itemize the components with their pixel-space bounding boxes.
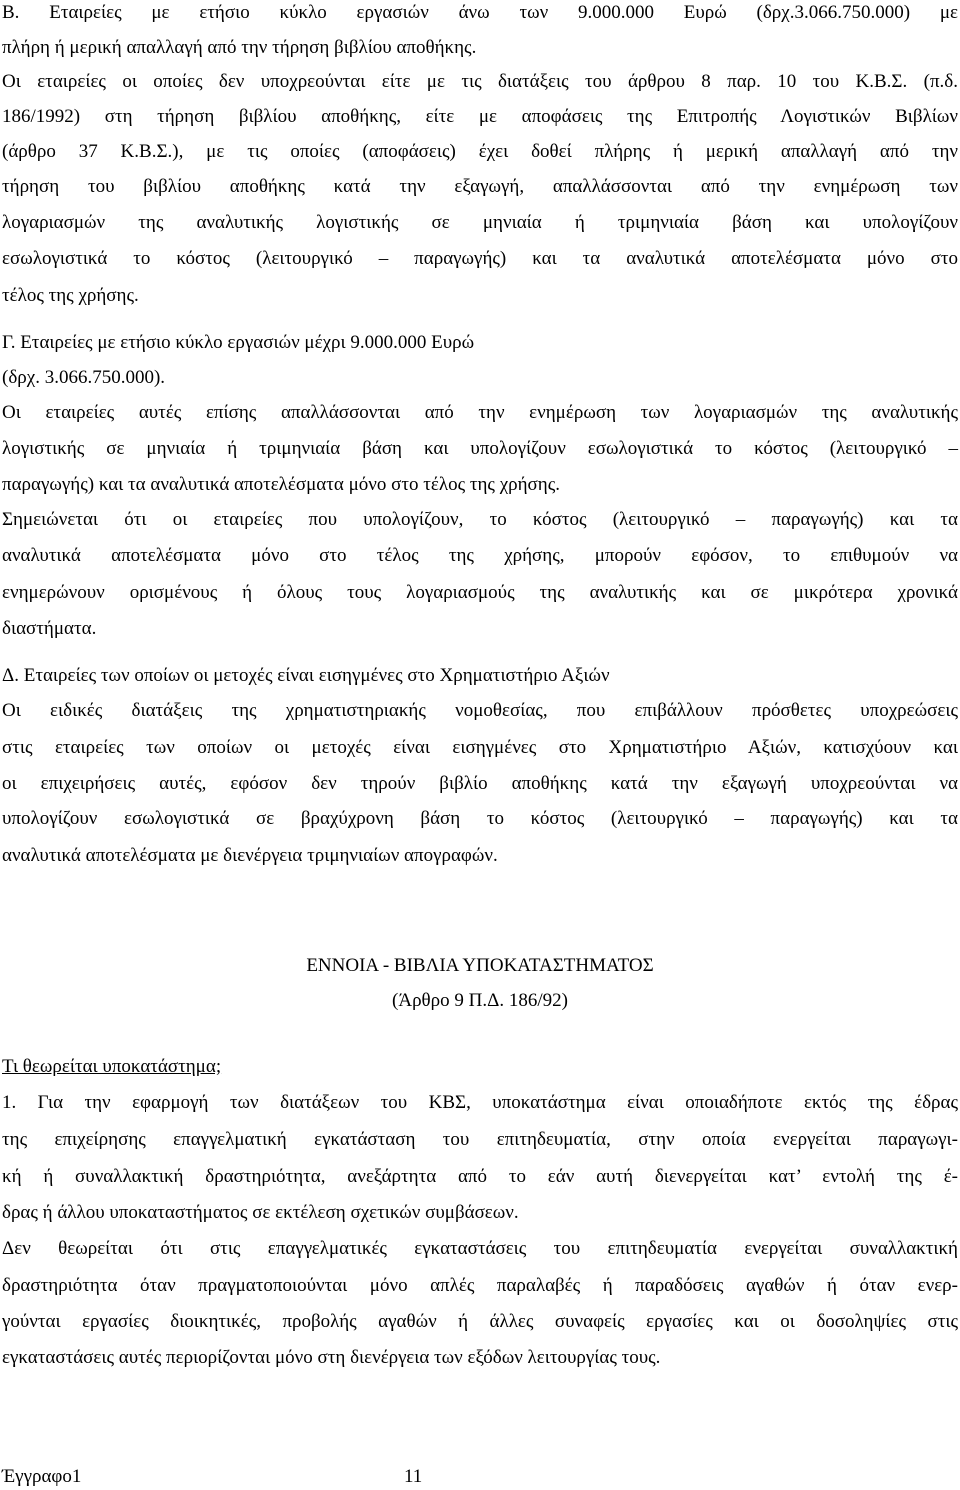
section-b-line-7: λογαριασμών της αναλυτικής λογιστικής σε μηνιαία ή τριμηνιαία βάση και υπολογίζουν xyxy=(2,212,958,233)
branch-line-1: 1. Για την εφαρμογή των διατάξεων του ΚΒΣ, υποκατάστημα είναι οποιαδήποτε εκτός της έδρας xyxy=(2,1092,958,1113)
branch-line-4: δρας ή άλλου υποκαταστήματος σε εκτέλεση σχετικών συμβάσεων. xyxy=(2,1202,519,1223)
section-subtitle: (Άρθρο 9 Π.Δ. 186/92) xyxy=(392,990,568,1011)
footer-page-number: 11 xyxy=(404,1466,423,1487)
section-d-line-2: στις εταιρείες των οποίων οι μετοχές είναι εισηγμένες στο Χρηματιστήριο Αξιών, κατισχύουν και xyxy=(2,737,958,758)
branch-line-2: της επιχείρησης επαγγελματική εγκατάσταση του επιτηδευματία, στην οποία ενεργείται παραγωγι- xyxy=(2,1129,958,1150)
section-c-line-6: ενημερώνουν ορισμένους ή όλους τους λογαριασμούς της αναλυτικής και σε μικρότερα χρονικά xyxy=(2,582,958,603)
branch-line-5: Δεν θεωρείται ότι στις επαγγελματικές εγκαταστάσεις του επιτηδευματία ενεργείται συναλλακτική xyxy=(2,1238,958,1259)
section-b-line-6: τήρηση του βιβλίου αποθήκης κατά την εξαγωγή, απαλλάσσονται από την ενημέρωση των xyxy=(2,176,958,197)
section-title: ΕΝΝΟΙΑ - ΒΙΒΛΙΑ ΥΠΟΚΑΤΑΣΤΗΜΑΤΟΣ xyxy=(306,955,654,976)
section-c-line-5: αναλυτικά αποτελέσματα μόνο στο τέλος της χρήσης, μπορούν εφόσον, το επιθυμούν να xyxy=(2,545,958,566)
section-c-line-3: παραγωγής) και τα αναλυτικά αποτελέσματα μόνο στο τέλος της χρήσης. xyxy=(2,474,560,495)
section-c-line-7: διαστήματα. xyxy=(2,618,97,639)
section-b-line-3: Οι εταιρείες οι οποίες δεν υποχρεούνται είτε με τις διατάξεις του άρθρου 8 παρ. 10 του Κ.Β.Σ. (π.δ. xyxy=(2,71,958,92)
section-b-line-8: εσωλογιστικά το κόστος (λειτουργικό – παραγωγής) και τα αναλυτικά αποτελέσματα μόνο στο xyxy=(2,248,958,269)
footer-document-name: Έγγραφο1 xyxy=(2,1466,82,1487)
section-c-heading: Γ. Εταιρείες με ετήσιο κύκλο εργασιών μέχρι 9.000.000 Ευρώ xyxy=(2,332,475,353)
section-b-line-2: πλήρη ή μερική απαλλαγή από την τήρηση βιβλίου αποθήκης. xyxy=(2,37,477,58)
question-heading: Τι θεωρείται υποκατάστημα; xyxy=(2,1056,222,1077)
section-c-line-2: λογιστικής σε μηνιαία ή τριμηνιαία βάση και υπολογίζουν εσωλογιστικά το κόστος (λειτουργικό – xyxy=(2,438,958,459)
section-b-line-4: 186/1992) στη τήρηση βιβλίου αποθήκης, είτε με αποφάσεις της Επιτροπής Λογιστικών Βιβλίων xyxy=(2,106,958,127)
section-c-line-4: Σημειώνεται ότι οι εταιρείες που υπολογίζουν, το κόστος (λειτουργικό – παραγωγής) και τα xyxy=(2,509,958,530)
branch-line-7: γούνται εργασίες διοικητικές, προβολής αγαθών ή άλλες συναφείς εργασίες και οι δοσοληψίες στις xyxy=(2,1311,958,1332)
branch-line-3: κή ή συναλλακτική δραστηριότητα, ανεξάρτητα από το εάν αυτή διενεργείται κατ’ εντολή της έ- xyxy=(2,1166,958,1187)
section-d-line-4: υπολογίζουν εσωλογιστικά σε βραχύχρονη βάση το κόστος (λειτουργικό – παραγωγής) και τα xyxy=(2,808,958,829)
section-d-line-1: Οι ειδικές διατάξεις της χρηματιστηριακής νομοθεσίας, που επιβάλλουν πρόσθετες υποχρεώσεις xyxy=(2,700,958,721)
section-c-line-1: Οι εταιρείες αυτές επίσης απαλλάσσονται από την ενημέρωση των λογαριασμών της αναλυτικής xyxy=(2,402,958,423)
section-d-line-5: αναλυτικά αποτελέσματα με διενέργεια τριμηνιαίων απογραφών. xyxy=(2,845,498,866)
section-b-line-5: (άρθρο 37 Κ.Β.Σ.), με τις οποίες (αποφάσεις) έχει δοθεί πλήρης ή μερική απαλλαγή από την xyxy=(2,141,958,162)
section-c-heading-amount: (δρχ. 3.066.750.000). xyxy=(2,367,166,388)
branch-line-6: δραστηριότητα όταν πραγματοποιούνται μόνο απλές παραλαβές ή παραδόσεις αγαθών ή όταν ενερ- xyxy=(2,1275,958,1296)
section-b-line-1: Β. Εταιρείες με ετήσιο κύκλο εργασιών άνω των 9.000.000 Ευρώ (δρχ.3.066.750.000) με xyxy=(2,2,958,23)
section-d-line-3: οι επιχειρήσεις αυτές, εφόσον δεν τηρούν βιβλίο αποθήκης κατά την εξαγωγή υποχρεούνται να xyxy=(2,773,958,794)
section-d-heading: Δ. Εταιρείες των οποίων οι μετοχές είναι εισηγμένες στο Χρηματιστήριο Αξιών xyxy=(2,665,610,686)
branch-line-8: εγκαταστάσεις αυτές περιορίζονται μόνο στη διενέργεια των εξόδων λειτουργίας τους. xyxy=(2,1347,661,1368)
section-b-line-9: τέλος της χρήσης. xyxy=(2,285,139,306)
